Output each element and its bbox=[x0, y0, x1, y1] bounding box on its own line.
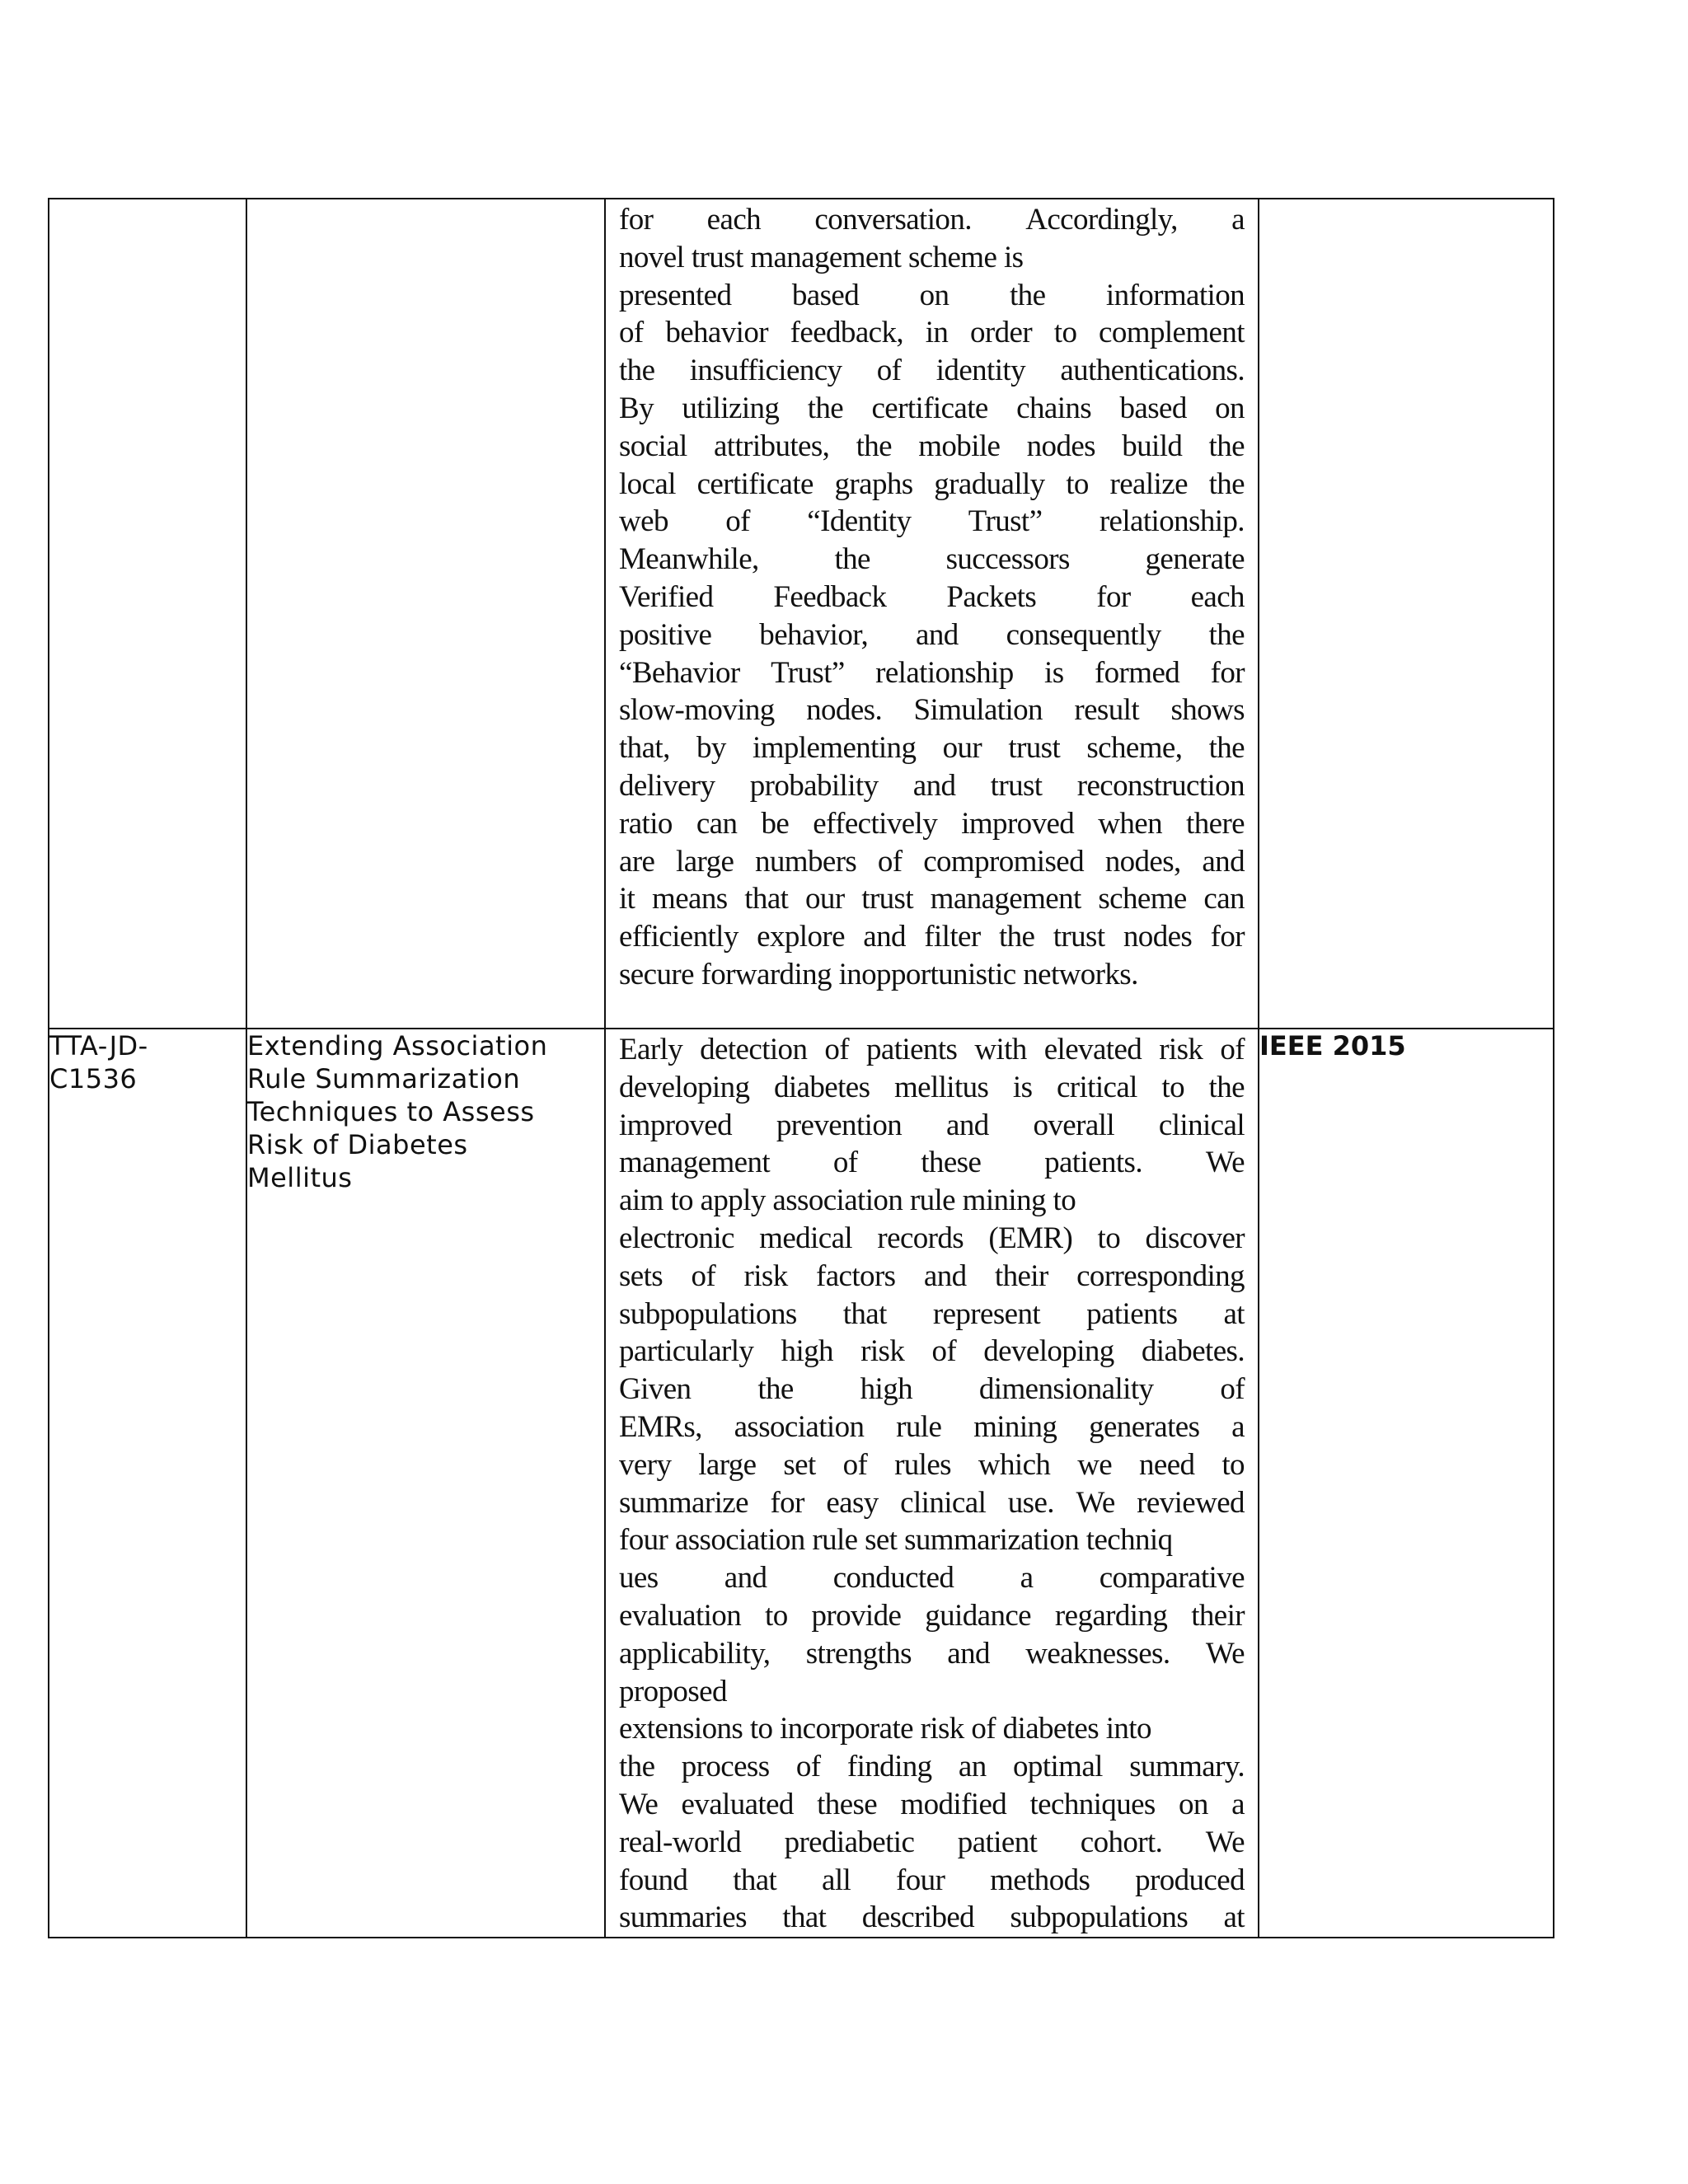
abstract-line: secure forwarding inopportunistic networks. bbox=[619, 957, 1138, 991]
abstract-line: extensions to incorporate risk of diabetes into bbox=[619, 1712, 1151, 1746]
abstract-line: it means that our trust management scheme can bbox=[619, 882, 1245, 916]
project-id-line: C1536 bbox=[49, 1063, 138, 1094]
table-row bbox=[49, 199, 1554, 1029]
abstract-line: web of “Identity Trust” relationship. bbox=[619, 504, 1245, 539]
abstract-line: of behavior feedback, in order to complement bbox=[619, 316, 1245, 350]
abstract-cell bbox=[605, 1029, 1259, 1938]
project-title-line: Risk of Diabetes bbox=[247, 1129, 468, 1160]
abstract-line: aim to apply association rule mining to bbox=[619, 1183, 1076, 1218]
abstract-line: real-world prediabetic patient cohort. We bbox=[619, 1825, 1245, 1859]
abstract-line: evaluation to provide guidance regarding their bbox=[619, 1598, 1245, 1633]
abstract-line: summarize for easy clinical use. We reviewed bbox=[619, 1485, 1245, 1520]
year-label: IEEE 2015 bbox=[1259, 1030, 1406, 1062]
abstract-line: developing diabetes mellitus is critical to the bbox=[619, 1070, 1245, 1104]
abstract-line: for each conversation. Accordingly, a bbox=[619, 203, 1245, 237]
abstract-line: ues and conducted a comparative bbox=[619, 1561, 1245, 1596]
abstract-line: the insufficiency of identity authentications. bbox=[619, 354, 1245, 388]
abstract-line: positive behavior, and consequently the bbox=[619, 617, 1245, 652]
abstract-line: the process of finding an optimal summary. bbox=[619, 1750, 1245, 1784]
abstract-line: improved prevention and overall clinical bbox=[619, 1108, 1245, 1142]
abstract-line: ratio can be effectively improved when there bbox=[619, 806, 1245, 841]
abstract-line: We evaluated these modified techniques on a bbox=[619, 1787, 1245, 1821]
project-title-cell bbox=[246, 199, 605, 1029]
abstract-line: four association rule set summarization techniq bbox=[619, 1523, 1173, 1558]
abstract-text bbox=[606, 199, 1258, 994]
abstract-line: subpopulations that represent patients at bbox=[619, 1296, 1245, 1331]
project-title-line: Mellitus bbox=[247, 1162, 353, 1193]
project-title-line: Rule Summarization bbox=[247, 1063, 521, 1094]
abstract-line: electronic medical records (EMR) to discover bbox=[619, 1221, 1245, 1255]
abstract-line: very large set of rules which we need to bbox=[619, 1447, 1245, 1482]
project-title-line: Extending Association bbox=[247, 1030, 548, 1062]
abstract-line: By utilizing the certificate chains based on bbox=[619, 391, 1245, 425]
abstract-line: found that all four methods produced bbox=[619, 1863, 1245, 1897]
abstract-line: particularly high risk of developing diabetes. bbox=[619, 1334, 1245, 1369]
abstract-line: sets of risk factors and their corresponding bbox=[619, 1258, 1245, 1293]
abstract-line: presented based on the information bbox=[619, 278, 1245, 312]
abstract-line: proposed bbox=[619, 1674, 727, 1708]
abstract-line: applicability, strengths and weaknesses. We bbox=[619, 1636, 1245, 1671]
year-cell bbox=[1259, 199, 1554, 1029]
project-table bbox=[48, 198, 1554, 1938]
abstract-line: Given the high dimensionality of bbox=[619, 1372, 1245, 1407]
project-id-cell bbox=[49, 199, 246, 1029]
abstract-cell bbox=[605, 199, 1259, 1029]
abstract-line: EMRs, association rule mining generates a bbox=[619, 1409, 1245, 1444]
abstract-line: Meanwhile, the successors generate bbox=[619, 542, 1245, 577]
abstract-line: Early detection of patients with elevated risk of bbox=[619, 1033, 1245, 1066]
abstract-line: novel trust management scheme is bbox=[619, 240, 1024, 274]
abstract-line: slow-moving nodes. Simulation result shows bbox=[619, 693, 1245, 728]
abstract-line: efficiently explore and filter the trust nodes for bbox=[619, 920, 1245, 954]
abstract-line: local certificate graphs gradually to realize the bbox=[619, 466, 1245, 501]
project-id-cell bbox=[49, 1029, 246, 1938]
project-title-line: Techniques to Assess bbox=[247, 1096, 535, 1127]
abstract-line: social attributes, the mobile nodes build the bbox=[619, 429, 1245, 463]
abstract-line: Verified Feedback Packets for each bbox=[619, 579, 1245, 614]
abstract-line: are large numbers of compromised nodes, and bbox=[619, 844, 1245, 879]
abstract-line: delivery probability and trust reconstruction bbox=[619, 768, 1245, 803]
abstract-line: summaries that described subpopulations at bbox=[619, 1900, 1245, 1935]
abstract-line: management of these patients. We bbox=[619, 1146, 1245, 1180]
abstract-text bbox=[606, 1029, 1258, 1937]
abstract-line: “Behavior Trust” relationship is formed for bbox=[619, 655, 1245, 690]
table-row bbox=[49, 1029, 1554, 1938]
year-cell bbox=[1259, 1029, 1554, 1938]
abstract-line: that, by implementing our trust scheme, the bbox=[619, 731, 1245, 766]
project-id-line: TTA-JD- bbox=[49, 1030, 148, 1062]
project-title-cell bbox=[246, 1029, 605, 1938]
